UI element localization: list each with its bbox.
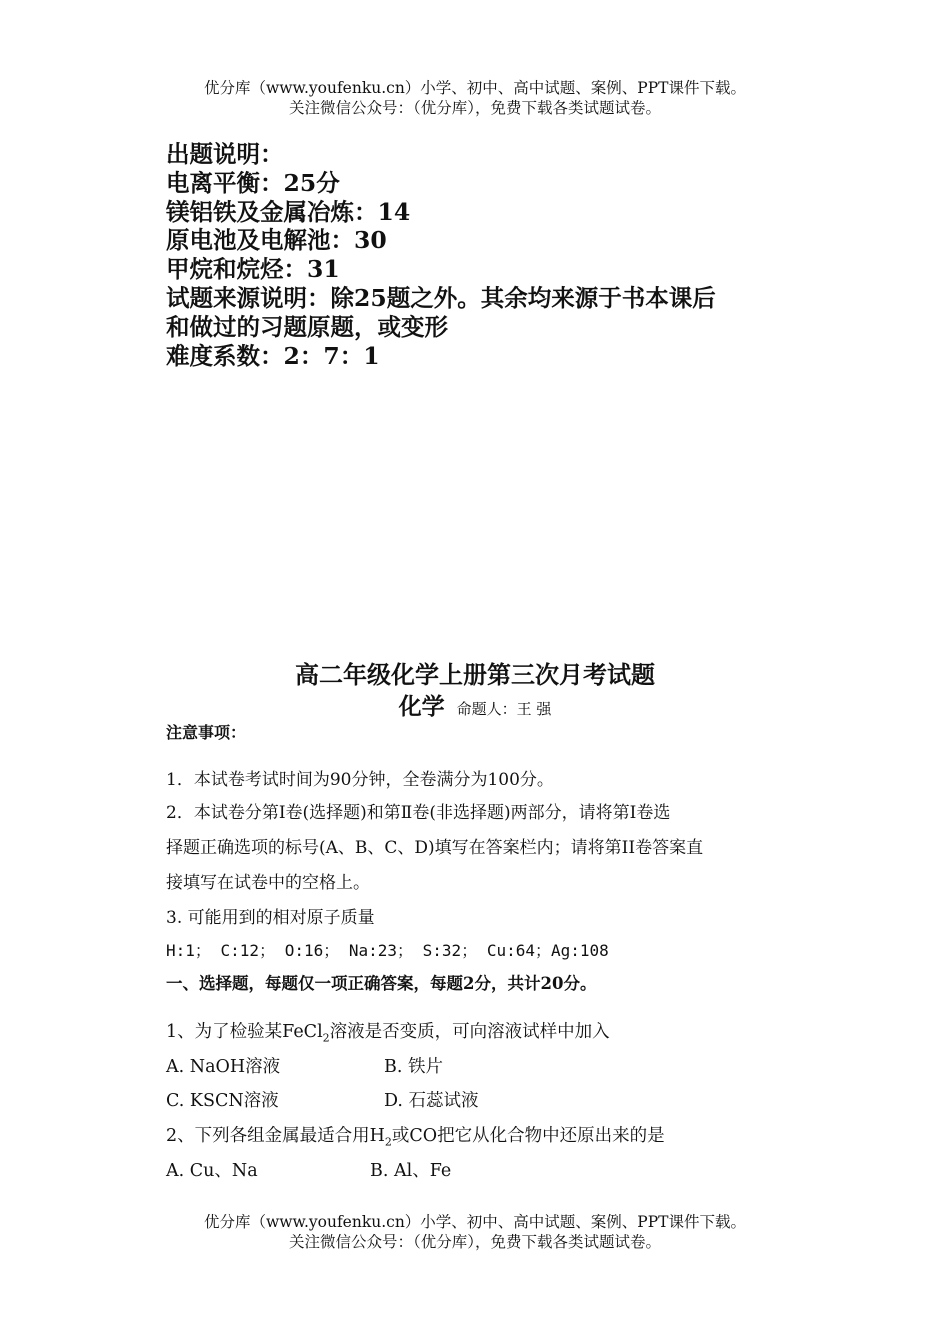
attention-heading: 注意事项： (166, 723, 247, 742)
question-stem-part: 或CO把它从化合物中还原出来的是 (391, 1126, 665, 1146)
notes-line: 电离平衡：25分 (166, 168, 340, 197)
exam-author: 命题人：王 强 (456, 700, 552, 718)
question-stem-part: 溶液是否变质，可向溶液试样中加入 (329, 1022, 610, 1042)
header-line-2: 关注微信公众号：（优分库），免费下载各类试题试卷。 (288, 99, 661, 117)
subscript: 2 (384, 1135, 392, 1149)
footer-line-2: 关注微信公众号：（优分库），免费下载各类试题试卷。 (288, 1233, 661, 1251)
option-a: A. Cu、Na (166, 1161, 258, 1181)
question-stem-part: 2、下列各组金属最适合用H (166, 1126, 385, 1146)
exam-subtitle (0, 688, 950, 721)
option-d: D. 石蕊试液 (384, 1091, 479, 1111)
notes-line: 出题说明： (166, 140, 284, 168)
option-c: C. KSCN溶液 (166, 1091, 279, 1111)
author-notes (166, 140, 806, 370)
exam-title: 高二年级化学上册第三次月考试题 (295, 660, 655, 689)
instruction-line: 2．本试卷分第Ⅰ卷(选择题)和第Ⅱ卷(非选择题)两部分，请将第Ⅰ卷选 (166, 803, 671, 823)
instruction-line: 择题正确选项的标号(A、B、C、D)填写在答案栏内；请将第II卷答案直 (166, 838, 704, 858)
option-b: B. 铁片 (384, 1057, 443, 1077)
notes-line: 试题来源说明：除25题之外。其余均来源于书本课后 (166, 283, 716, 312)
notes-line: 甲烷和烷烃：31 (166, 255, 340, 284)
notes-line: 难度系数：2：7：1 (166, 341, 380, 370)
notes-line: 镁铝铁及金属冶炼：14 (166, 197, 411, 226)
atomic-masses: H:1； C:12； O:16； Na:23； S:32； Cu:64；Ag:108 (166, 941, 609, 960)
subscript: 2 (322, 1031, 330, 1045)
notes-line: 和做过的习题原题，或变形 (166, 312, 448, 341)
footer-line-1: 优分库（www.youfenku.cn）小学、初中、高中试题、案例、PPT课件下载。 (203, 1213, 747, 1231)
notes-line: 原电池及电解池：30 (166, 226, 387, 255)
option-b: B. Al、Fe (370, 1161, 452, 1181)
header-line-1: 优分库（www.youfenku.cn）小学、初中、高中试题、案例、PPT课件下载。 (203, 79, 747, 97)
instruction-line: 3. 可能用到的相对原子质量 (166, 908, 375, 928)
instruction-line: 1．本试卷考试时间为90分钟，全卷满分为100分。 (166, 770, 554, 790)
question-stem-part: 1、为了检验某FeCl (166, 1022, 323, 1042)
section-heading: 一、选择题，每题仅一项正确答案，每题2分，共计20分。 (166, 974, 597, 993)
instruction-line: 接填写在试卷中的空格上。 (166, 873, 370, 893)
option-a: A. NaOH溶液 (166, 1057, 281, 1077)
question-2-stem (166, 1122, 665, 1149)
exam-subject: 化学 (398, 693, 445, 720)
page-header (0, 78, 950, 118)
question-1-stem (166, 1018, 610, 1045)
page-footer (0, 1212, 950, 1252)
